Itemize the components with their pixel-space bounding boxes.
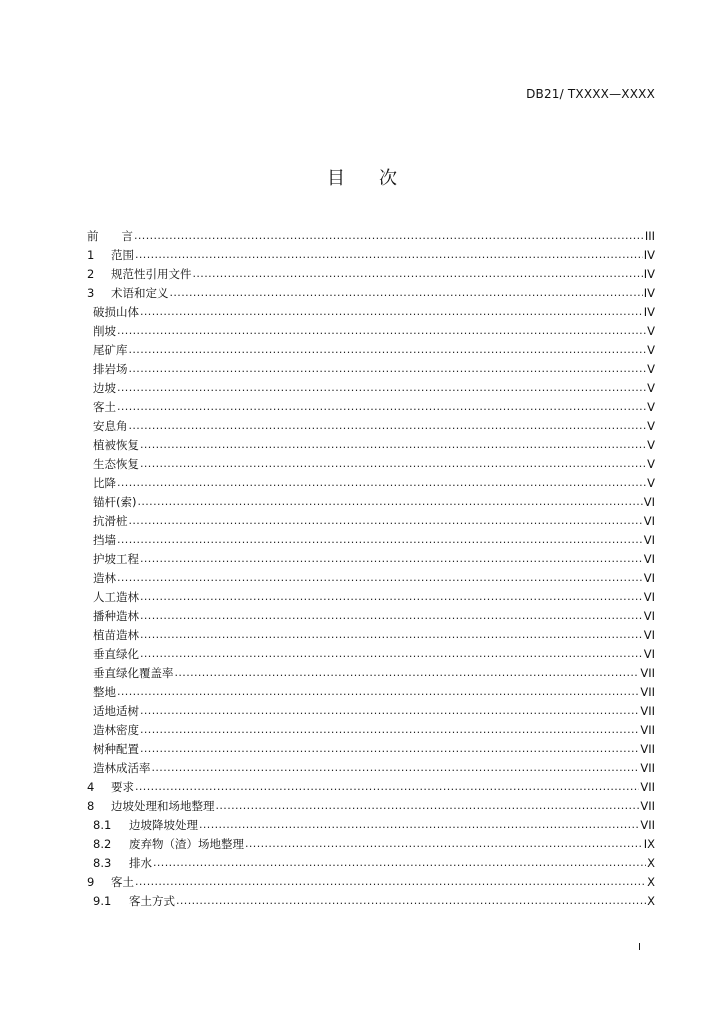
toc-entry-label: 术语和定义 (111, 286, 169, 300)
dot-leader (116, 684, 639, 696)
toc-entry[interactable] (87, 608, 655, 627)
toc-entry[interactable] (87, 817, 655, 836)
dot-leader (116, 475, 646, 487)
toc-entry-label: 比降 (93, 476, 116, 490)
toc-entry-number: 8.3 (93, 856, 112, 870)
toc-entry-label: 人工造林 (93, 590, 139, 604)
toc-entry[interactable] (87, 399, 655, 418)
toc-entry-page: VII (640, 685, 655, 699)
toc-entry[interactable] (87, 551, 655, 570)
dot-leader (134, 779, 639, 791)
toc-entry[interactable] (87, 475, 655, 494)
toc-entry[interactable] (87, 418, 655, 437)
toc-entry[interactable] (87, 266, 655, 285)
dot-leader (139, 456, 646, 468)
toc-entry[interactable] (87, 798, 655, 817)
toc-entry-label: 客土方式 (129, 894, 175, 908)
toc-entry-page: VII (640, 761, 655, 775)
toc-entry-label: 排水 (129, 856, 152, 870)
toc-entry-label: 削坡 (93, 324, 116, 338)
toc-entry-label: 客土 (111, 875, 134, 889)
toc-entry-label: 废弃物（渣）场地整理 (129, 837, 244, 851)
dot-leader (139, 608, 643, 620)
toc-entry[interactable] (87, 665, 655, 684)
page-number: I (638, 942, 641, 953)
toc-entry-label: 范围 (111, 248, 134, 262)
toc-entry[interactable] (87, 741, 655, 760)
toc-entry-number: 8.2 (93, 837, 112, 851)
toc-entry-label: 造林成活率 (93, 761, 151, 775)
toc-entry-page: VI (643, 495, 655, 509)
toc-entry[interactable] (87, 893, 655, 912)
toc-entry[interactable] (87, 532, 655, 551)
toc-entry-label: 造林 (93, 571, 116, 585)
dot-leader (139, 703, 639, 715)
toc-entry[interactable] (87, 684, 655, 703)
toc-entry-page: VII (640, 799, 655, 813)
toc-entry[interactable] (87, 570, 655, 589)
toc-entry-page: VI (643, 628, 655, 642)
toc-entry-number: 8.1 (93, 818, 112, 832)
toc-entry[interactable] (87, 855, 655, 874)
toc-entry-label: 适地适树 (93, 704, 139, 718)
toc-entry-number: 3 (87, 286, 95, 300)
toc-entry-page: IV (643, 286, 655, 300)
toc-entry-label: 锚杆(索) (93, 495, 137, 509)
dot-leader (128, 513, 643, 525)
dot-leader (169, 285, 643, 297)
toc-entry[interactable] (87, 304, 655, 323)
toc-entry-label: 挡墙 (93, 533, 116, 547)
toc-entry-number: 2 (87, 267, 95, 281)
dot-leader (198, 817, 639, 829)
dot-leader (136, 494, 642, 506)
toc-entry-page: V (647, 400, 655, 414)
toc-entry-page: IV (643, 248, 655, 262)
toc-entry-page: VI (643, 590, 655, 604)
toc-entry-page: X (647, 894, 655, 908)
dot-leader (128, 361, 647, 373)
dot-leader (139, 722, 639, 734)
toc-entry-page: VI (643, 609, 655, 623)
toc-entry-label: 树种配置 (93, 742, 139, 756)
dot-leader (192, 266, 643, 278)
toc-entry[interactable] (87, 722, 655, 741)
toc-entry-page: V (647, 324, 655, 338)
dot-leader (139, 589, 643, 601)
toc-entry-page: IV (643, 305, 655, 319)
toc-entry-label: 规范性引用文件 (111, 267, 192, 281)
dot-leader (134, 874, 646, 886)
dot-leader (128, 418, 647, 430)
toc-entry[interactable] (87, 646, 655, 665)
toc-entry[interactable] (87, 323, 655, 342)
dot-leader (116, 323, 646, 335)
toc-entry[interactable] (87, 494, 655, 513)
dot-leader (116, 532, 643, 544)
toc-entry-page: V (647, 457, 655, 471)
dot-leader (244, 836, 643, 848)
toc-entry-label: 排岩场 (93, 362, 128, 376)
toc-entry-page: VI (643, 552, 655, 566)
toc-entry-page: VII (640, 723, 655, 737)
toc-entry-page: X (647, 875, 655, 889)
toc-entry-page: V (647, 438, 655, 452)
toc-entry-page: V (647, 381, 655, 395)
toc-entry-label: 造林密度 (93, 723, 139, 737)
toc-entry[interactable] (87, 760, 655, 779)
toc-entry[interactable] (87, 380, 655, 399)
toc-entry-label: 边坡 (93, 381, 116, 395)
toc-entry-label: 要求 (111, 780, 134, 794)
toc-entry-label: 尾矿库 (93, 343, 128, 357)
toc-entry-page: IX (643, 837, 655, 851)
dot-leader (175, 893, 646, 905)
toc-entry-label: 垂直绿化覆盖率 (93, 666, 174, 680)
toc-entry[interactable] (87, 589, 655, 608)
toc-entry-label: 整地 (93, 685, 116, 699)
toc-entry-page: VII (640, 742, 655, 756)
dot-leader (215, 798, 640, 810)
toc-entry-page: IV (643, 267, 655, 281)
dot-leader (134, 247, 643, 259)
document-code: DB21/ TXXXX—XXXX (526, 87, 655, 101)
dot-leader (139, 741, 639, 753)
toc-entry[interactable] (87, 779, 655, 798)
toc-entry[interactable] (87, 361, 655, 380)
dot-leader (128, 342, 647, 354)
toc-entry-label: 破损山体 (93, 305, 139, 319)
toc-entry[interactable] (87, 247, 655, 266)
toc-entry-page: VI (643, 514, 655, 528)
toc-entry-page: VI (643, 571, 655, 585)
toc-entry-label: 边坡处理和场地整理 (111, 799, 215, 813)
toc-entry[interactable] (87, 703, 655, 722)
toc-entry-label: 播种造林 (93, 609, 139, 623)
dot-leader (139, 304, 643, 316)
toc-entry[interactable] (87, 513, 655, 532)
toc-entry-page: VII (640, 666, 655, 680)
toc-entry-label: 抗滑桩 (93, 514, 128, 528)
toc-entry-label: 安息角 (93, 419, 128, 433)
dot-leader (139, 551, 643, 563)
toc-entry-page: VII (640, 818, 655, 832)
dot-leader (139, 437, 646, 449)
toc-entry-page: VII (640, 704, 655, 718)
toc-entry-number: 1 (87, 248, 95, 262)
toc-entry-page: III (644, 229, 655, 243)
toc-entry-page: VII (640, 780, 655, 794)
dot-leader (116, 399, 646, 411)
toc-entry-label: 生态恢复 (93, 457, 139, 471)
toc-entry-label: 边坡降坡处理 (129, 818, 198, 832)
toc-entry-number: 8 (87, 799, 95, 813)
toc-entry[interactable] (87, 836, 655, 855)
toc-entry-page: VI (643, 533, 655, 547)
toc-entry-page: V (647, 362, 655, 376)
dot-leader (139, 627, 643, 639)
toc-entry-label: 垂直绿化 (93, 647, 139, 661)
toc-entry-label: 前 言 (87, 229, 133, 243)
dot-leader (116, 570, 643, 582)
toc-entry-number: 4 (87, 780, 95, 794)
dot-leader (116, 380, 646, 392)
toc-entry-page: V (647, 343, 655, 357)
toc-entry[interactable] (87, 627, 655, 646)
page-title (0, 164, 724, 190)
toc-entry-page: X (647, 856, 655, 870)
title-char-1: 目 (327, 168, 345, 189)
toc-entry-page: V (647, 419, 655, 433)
toc-entry-label: 植被恢复 (93, 438, 139, 452)
toc-entry-page: VI (643, 647, 655, 661)
toc-entry-label: 护坡工程 (93, 552, 139, 566)
toc-entry[interactable] (87, 874, 655, 893)
title-char-2: 次 (379, 168, 397, 189)
toc-entry[interactable] (87, 228, 655, 247)
dot-leader (151, 760, 640, 772)
toc-entry-page: V (647, 476, 655, 490)
toc-entry[interactable] (87, 456, 655, 475)
toc-entry-label: 植苗造林 (93, 628, 139, 642)
dot-leader (174, 665, 640, 677)
toc-entry[interactable] (87, 342, 655, 361)
toc-entry[interactable] (87, 437, 655, 456)
dot-leader (133, 228, 644, 240)
toc-entry[interactable] (87, 285, 655, 304)
dot-leader (152, 855, 646, 867)
toc-entry-number: 9 (87, 875, 95, 889)
dot-leader (139, 646, 643, 658)
table-of-contents (87, 228, 655, 912)
toc-entry-number: 9.1 (93, 894, 112, 908)
toc-entry-label: 客土 (93, 400, 116, 414)
